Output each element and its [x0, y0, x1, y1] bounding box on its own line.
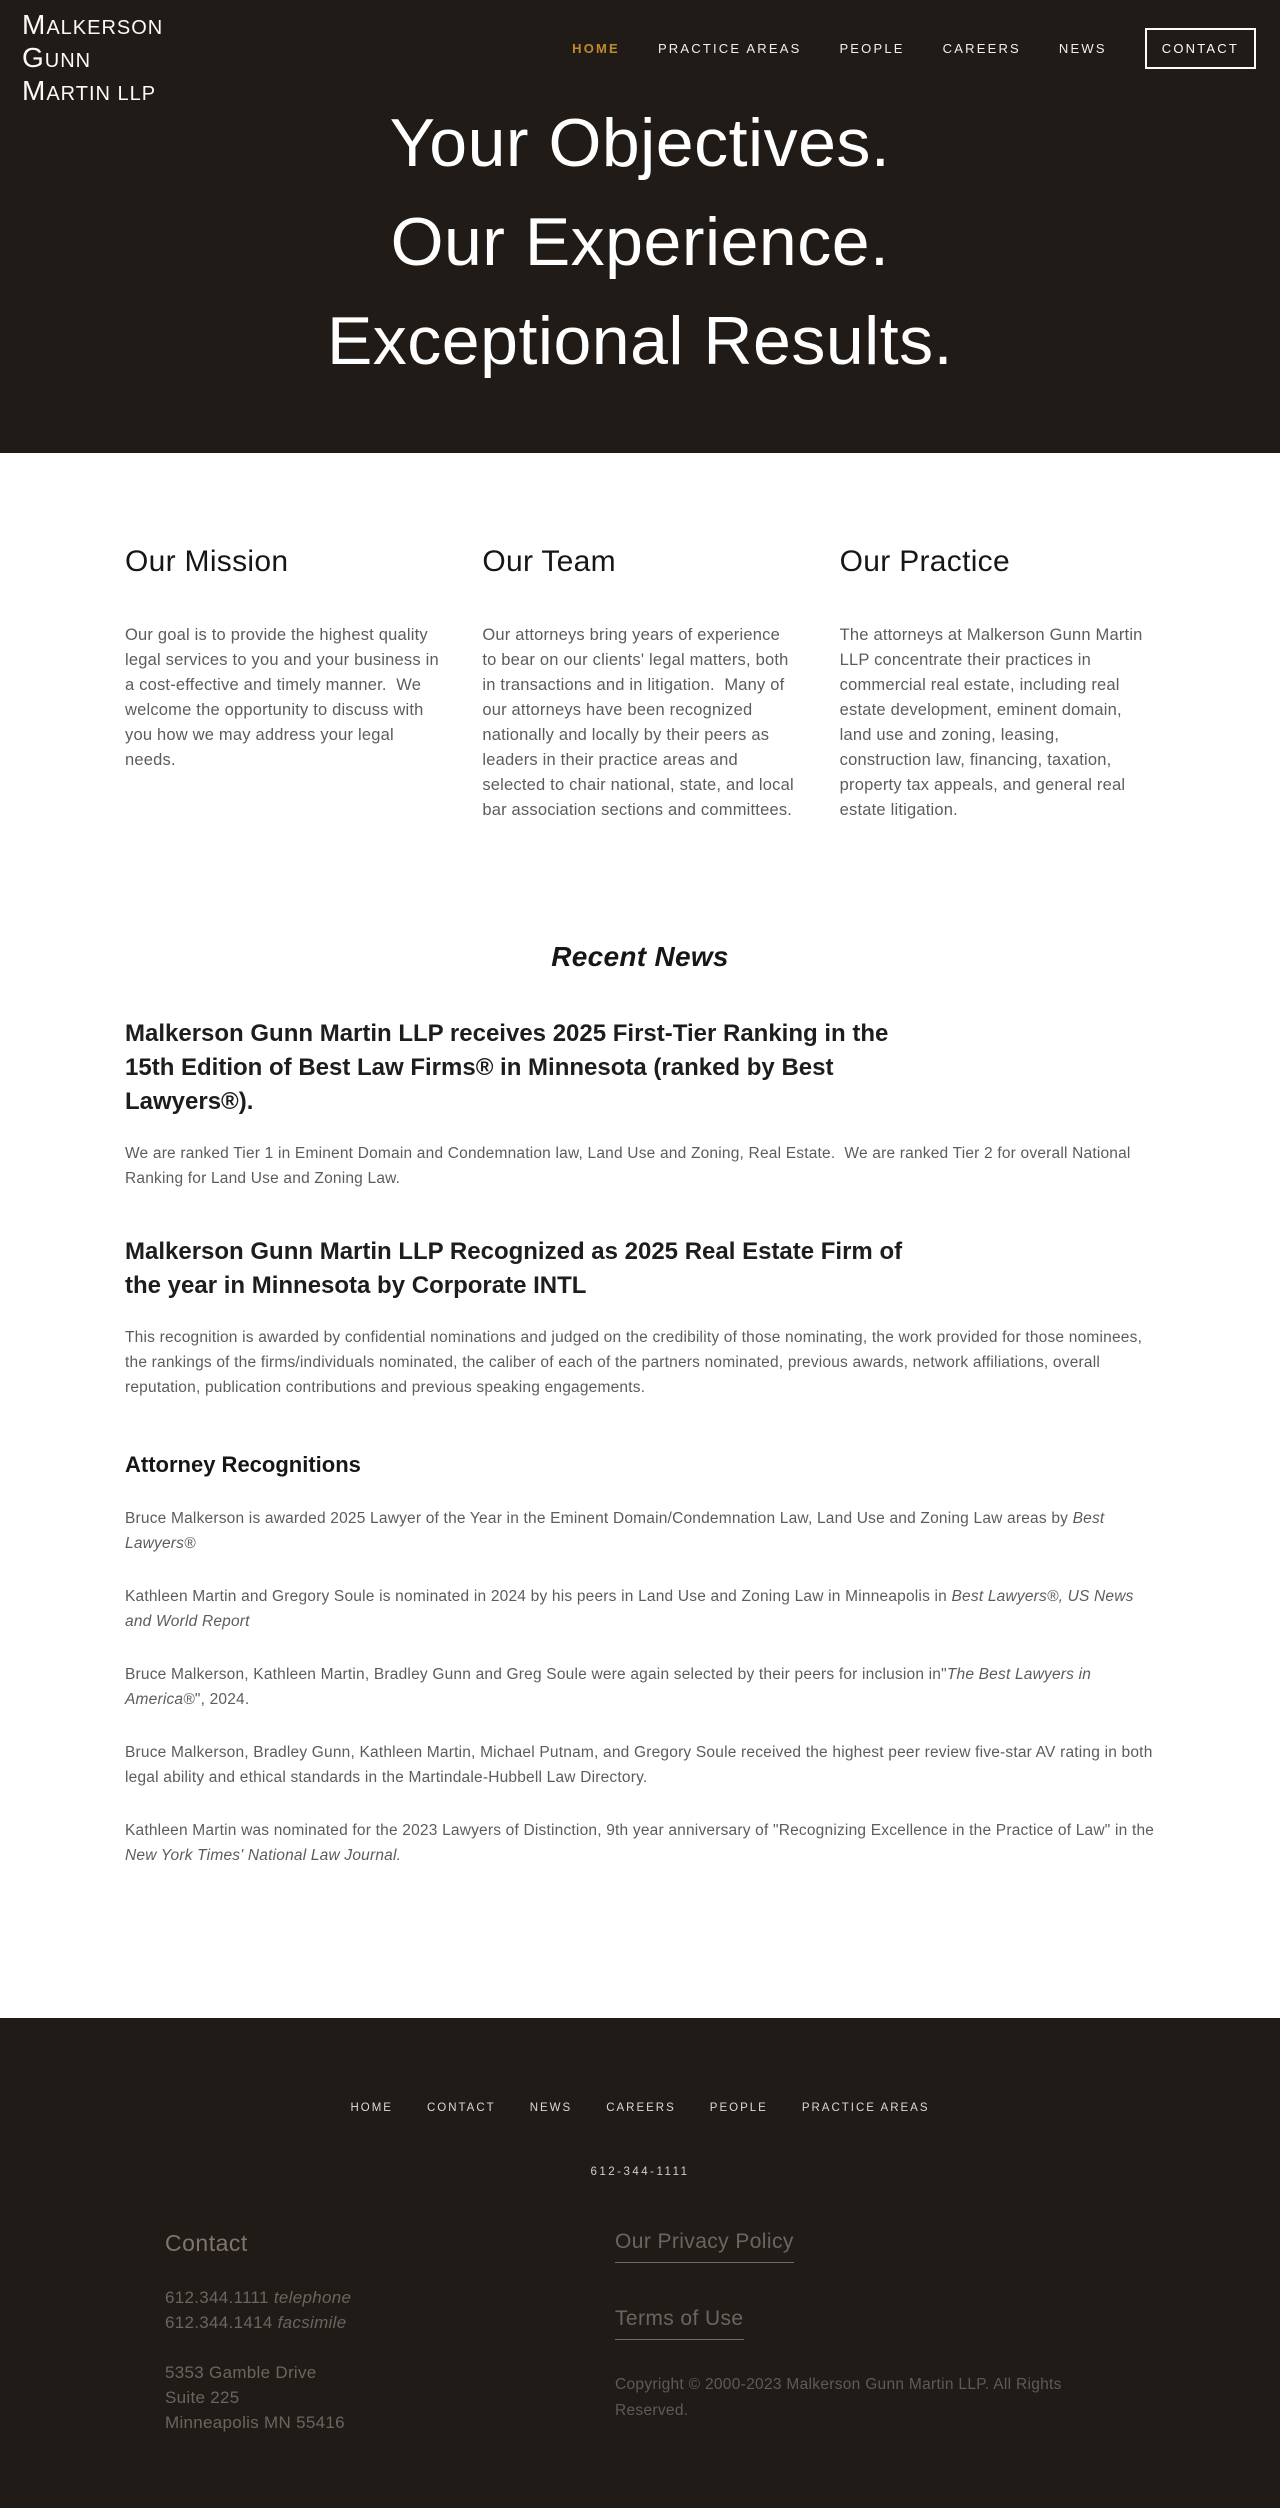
intro-column-title: Our Mission [125, 545, 289, 578]
recognition-citation: New York Times' National Law Journal. [125, 1847, 402, 1865]
nav-item-home[interactable]: HOME [572, 40, 620, 56]
footer-columns [120, 2230, 1160, 2435]
brand-rest: UNN [44, 50, 92, 72]
brand-initial: G [22, 42, 45, 73]
footer-phone-lines [165, 2285, 615, 2335]
recognition-paragraph [125, 1506, 1155, 1556]
intro-column-title: Our Team [482, 545, 616, 578]
news-body: This recognition is awarded by confidential nominations and judged on the credibility of those nominating, the work provided for those nominees, the rankings of the firms/individuals nominated, the caliber of each of the partners nominated, previous awards, network affiliations, overall reputation, publication contributions and previous speaking engagements. [125, 1329, 1147, 1397]
recent-news-title: Recent News [551, 941, 729, 972]
intro-column-text: Our goal is to provide the highest quality legal services to you and your business in a cost-effective and timely manner. We welcome the opportunity to discuss with you how we may address your legal needs. [125, 626, 444, 769]
news-headline: Malkerson Gunn Martin LLP receives 2025 First-Tier Ranking in the 15th Edition of Best Law Firms® in Minnesota (ranked by Best Lawyers®). [125, 1020, 889, 1116]
recognition-text: Kathleen Martin was nominated for the 2023 Lawyers of Distinction, 9th year anniversary of "Recognizing Excellence in the Practice of Law" in the [125, 1822, 1159, 1840]
footer-contact-block [165, 2230, 615, 2435]
recognition-paragraph [125, 1740, 1158, 1790]
address-line: 5353 Gamble Drive [165, 2363, 317, 2382]
footer-nav-people[interactable]: PEOPLE [709, 2102, 768, 2114]
recognition-text: Bruce Malkerson, Bradley Gunn, Kathleen Martin, Michael Putnam, and Gregory Soule received the highest peer review five-star AV rating in both legal ability and ethical standards in the Martindale-Hubbell Law Directory. [125, 1744, 1158, 1787]
intro-column-practice [840, 545, 1155, 823]
terms-of-use-link[interactable]: Terms of Use [615, 2307, 744, 2340]
telephone-number: 612.344.1111 [165, 2288, 274, 2307]
recognition-paragraph [125, 1662, 1155, 1712]
main-nav [572, 0, 1256, 96]
footer-address [165, 2360, 615, 2435]
footer-nav-home[interactable]: HOME [350, 2102, 393, 2114]
nav-item-careers[interactable]: CAREERS [942, 40, 1021, 56]
recognition-citation: Best Lawyers®, US News and World Report [125, 1588, 1139, 1631]
footer-nav-practice-areas[interactable]: PRACTICE AREAS [801, 2102, 930, 2114]
recognition-paragraph [125, 1818, 1159, 1868]
intro-column-mission [125, 545, 444, 823]
recognition-text: ", 2024. [194, 1691, 250, 1709]
hero-section [0, 0, 1280, 453]
privacy-policy-link[interactable]: Our Privacy Policy [615, 2230, 794, 2263]
recognition-text: Kathleen Martin and Gregory Soule is nominated in 2024 by his peers in Land Use and Zoning Law in Minneapolis in [125, 1588, 952, 1606]
address-line: Minneapolis MN 55416 [165, 2413, 345, 2432]
intro-column-text: The attorneys at Malkerson Gunn Martin LLP concentrate their practices in commercial real estate, including real estate development, eminent domain, land use and zoning, leasing, construction law, financing, taxation, property tax appeals, and general real estate litigation. [839, 626, 1148, 819]
copyright-text: Copyright © 2000-2023 Malkerson Gunn Martin LLP. All Rights Reserved. [615, 2376, 1062, 2419]
recognition-paragraph [125, 1584, 1155, 1634]
intro-column-team [482, 545, 797, 823]
facsimile-label: facsimile [277, 2313, 347, 2332]
contact-button[interactable]: CONTACT [1145, 28, 1256, 69]
nav-item-people[interactable]: PEOPLE [839, 40, 905, 56]
footer-nav [0, 2018, 1280, 2114]
brand-initial: M [22, 9, 47, 40]
telephone-label: telephone [273, 2288, 352, 2307]
footer-nav-contact[interactable]: CONTACT [426, 2102, 496, 2114]
brand-rest: ALKERSON [46, 17, 164, 39]
recognition-citation: Best Lawyers® [125, 1510, 1109, 1553]
footer-phone-link[interactable]: 612-344-1111 [590, 2166, 690, 2178]
brand-logo-line [22, 10, 163, 43]
recognition-text: Bruce Malkerson is awarded 2025 Lawyer of the Year in the Eminent Domain/Condemnation Law, Land Use and Zoning Law areas by [125, 1510, 1073, 1528]
footer-facsimile-line [165, 2310, 615, 2335]
recent-news-section [125, 823, 1159, 1913]
hero-line-1: Your Objectives. [389, 105, 891, 181]
footer-contact-title: Contact [165, 2230, 248, 2256]
hero-line-2: Our Experience. [390, 204, 890, 280]
footer-legal-block [615, 2230, 1085, 2435]
footer [0, 2018, 1280, 2508]
nav-item-news[interactable]: NEWS [1058, 40, 1107, 56]
hero-title [0, 94, 1280, 391]
terms-of-use-link-wrap [615, 2307, 1085, 2340]
brand-logo-line [22, 43, 163, 76]
brand-rest: ARTIN LLP [46, 83, 157, 105]
facsimile-number: 612.344.1414 [165, 2313, 278, 2332]
intro-column-text: Our attorneys bring years of experience to bear on our clients' legal matters, both in transactions and in litigation. Many of our attorneys have been recognized nationally and locally by their peers as leaders in their practice areas and selected to chair national, state, and local bar association sections and committees. [482, 626, 799, 819]
intro-section [125, 453, 1155, 823]
address-line: Suite 225 [165, 2388, 240, 2407]
hero-line-3: Exceptional Results. [326, 303, 954, 379]
privacy-policy-link-wrap [615, 2230, 1085, 2263]
footer-telephone-line [165, 2285, 615, 2310]
recognition-citation: The Best Lawyers in America® [125, 1666, 1095, 1709]
footer-nav-news[interactable]: NEWS [529, 2102, 573, 2114]
news-body: We are ranked Tier 1 in Eminent Domain and Condemnation law, Land Use and Zoning, Real Estate. We are ranked Tier 2 for overall National Ranking for Land Use and Zoning Law. [125, 1145, 1136, 1188]
nav-item-practice-areas[interactable]: PRACTICE AREAS [657, 40, 802, 56]
footer-nav-careers[interactable]: CAREERS [606, 2102, 676, 2114]
recognition-text: Bruce Malkerson, Kathleen Martin, Bradley Gunn and Greg Soule were again selected by their peers for inclusion in" [125, 1666, 947, 1684]
attorney-recognitions-title: Attorney Recognitions [125, 1452, 361, 1478]
news-headline: Malkerson Gunn Martin LLP Recognized as 2025 Real Estate Firm of the year in Minnesota by Corporate INTL [125, 1238, 903, 1300]
intro-column-title: Our Practice [839, 545, 1010, 578]
brand-initial: M [22, 75, 47, 106]
